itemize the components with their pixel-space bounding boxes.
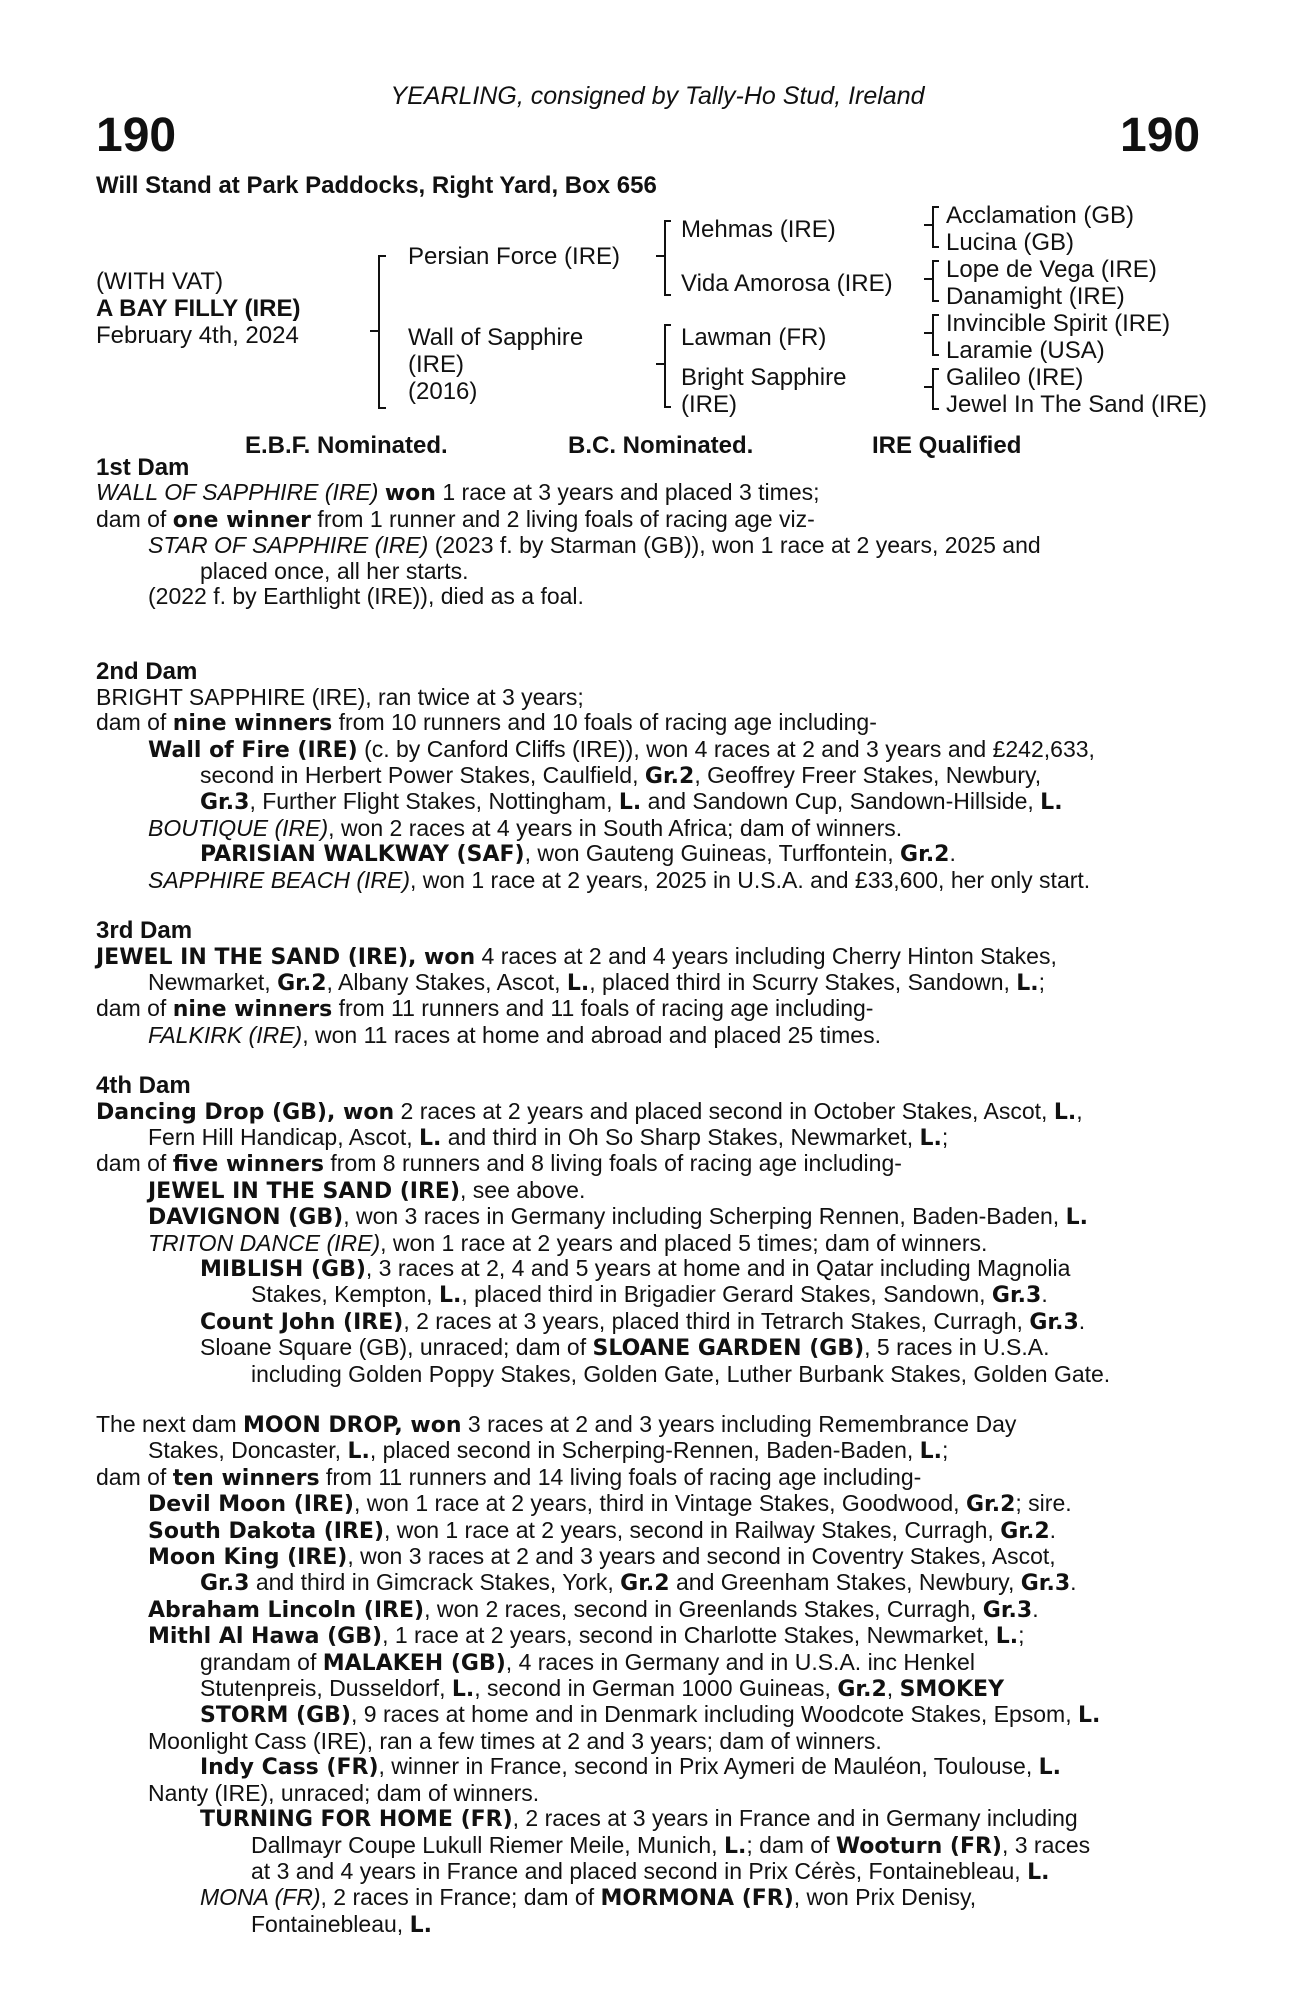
brace-g4-tip bbox=[924, 386, 932, 388]
next-dam-record: The next dam MOON DROP, won 3 races at 2 and 3 years including Remembrance Day bbox=[96, 1411, 1017, 1438]
next-dam-grandfoal-7a-cont2: at 3 and 4 years in France and placed second in Prix Cérès, Fontainebleau, L. bbox=[251, 1857, 1050, 1885]
fourth-dam-grandfoal-2: Count John (IRE), 2 races at 3 years, placed third in Tetrarch Stakes, Curragh, Gr.3. bbox=[200, 1307, 1086, 1335]
pedigree-g8: Jewel In The Sand (IRE) bbox=[946, 391, 1208, 418]
third-dam-record: JEWEL IN THE SAND (IRE), won 4 races at 2 and 4 years including Cherry Hinton Stakes, bbox=[96, 942, 1057, 970]
second-dam-foal-2: BOUTIQUE (IRE), won 2 races at 4 years in South Africa; dam of winners. bbox=[148, 814, 903, 841]
second-dam-foal-1-cont2: Gr.3, Further Flight Stakes, Nottingham, L. and Sandown Cup, Sandown-Hillside, L. bbox=[200, 788, 1063, 816]
next-dam-produce: dam of ten winners from 11 runners and 14 living foals of racing age including- bbox=[96, 1463, 922, 1491]
pedigree-notes bbox=[96, 455, 1206, 1938]
pedigree-g2: Lucina (GB) bbox=[946, 229, 1075, 256]
first-dam-heading: 1st Dam bbox=[96, 454, 190, 481]
first-dam-foal-1-cont: placed once, all her starts. bbox=[200, 557, 469, 584]
next-dam-foal-5-cont2: Stutenpreis, Dusseldorf, L., second in German 1000 Guineas, Gr.2, SMOKEY bbox=[200, 1675, 1005, 1703]
pedigree-sire: Persian Force (IRE) bbox=[408, 243, 621, 270]
first-dam-foal-1: STAR OF SAPPHIRE (IRE) (2023 f. by Starman (GB)), won 1 race at 2 years, 2025 and bbox=[148, 532, 1041, 559]
ebf-nomination: E.B.F. Nominated. bbox=[245, 432, 448, 459]
pedigree-sire-sire: Mehmas (IRE) bbox=[681, 216, 836, 243]
next-dam-grandfoal-7b: MONA (FR), 2 races in France; dam of MORMONA (FR), won Prix Denisy, bbox=[200, 1884, 977, 1912]
next-dam-foal-6: Moonlight Cass (IRE), ran a few times at 2 and 3 years; dam of winners. bbox=[148, 1727, 882, 1754]
pedigree-sire-dam: Vida Amorosa (IRE) bbox=[681, 270, 893, 297]
second-dam-heading: 2nd Dam bbox=[96, 658, 198, 686]
fourth-dam-heading: 4th Dam bbox=[96, 1072, 191, 1100]
brace-sire bbox=[664, 220, 671, 296]
fourth-dam-foal-3: TRITON DANCE (IRE), won 1 race at 2 years and placed 5 times; dam of winners. bbox=[148, 1229, 988, 1256]
pedigree-dam-sire: Lawman (FR) bbox=[681, 324, 827, 351]
brace-dam bbox=[664, 324, 671, 408]
pedigree-g1: Acclamation (GB) bbox=[946, 202, 1135, 229]
pedigree-g5: Invincible Spirit (IRE) bbox=[946, 310, 1171, 337]
third-dam-record-cont: Newmarket, Gr.2, Albany Stakes, Ascot, L., placed third in Scurry Stakes, Sandown, L.; bbox=[148, 968, 1046, 996]
second-dam-grandfoal-1: PARISIAN WALKWAY (SAF), won Gauteng Guineas, Turffontein, Gr.2. bbox=[200, 840, 956, 868]
pedigree-g7: Galileo (IRE) bbox=[946, 364, 1084, 391]
next-dam-foal-4: Abraham Lincoln (IRE), won 2 races, second in Greenlands Stakes, Curragh, Gr.3. bbox=[148, 1595, 1039, 1623]
fourth-dam-grandfoal-1: MIBLISH (GB), 3 races at 2, 4 and 5 years at home and in Qatar including Magnolia bbox=[200, 1254, 1071, 1282]
fourth-dam-foal-2: DAVIGNON (GB), won 3 races in Germany including Scherping Rennen, Baden-Baden, L. bbox=[148, 1203, 1088, 1231]
second-dam-produce: dam of nine winners from 10 runners and 10 foals of racing age including- bbox=[96, 709, 877, 737]
brace-parents-tip bbox=[370, 330, 378, 332]
next-dam-grandfoal-6: Indy Cass (FR), winner in France, second in Prix Aymeri de Mauléon, Toulouse, L. bbox=[200, 1753, 1062, 1781]
pedigree-g3: Lope de Vega (IRE) bbox=[946, 256, 1157, 283]
first-dam-won: won bbox=[384, 481, 436, 507]
consignment-line: YEARLING, consigned by Tally-Ho Stud, Ireland bbox=[390, 82, 925, 110]
vat-note: (WITH VAT) bbox=[96, 268, 224, 295]
pedigree-dam-3: (2016) bbox=[408, 378, 478, 405]
next-dam-grandfoal-7b-cont: Fontainebleau, L. bbox=[251, 1910, 432, 1938]
third-dam-foal-1: FALKIRK (IRE), won 11 races at home and abroad and placed 25 times. bbox=[148, 1021, 881, 1048]
pedigree-dam-dam-2: (IRE) bbox=[681, 391, 737, 418]
first-dam-name: WALL OF SAPPHIRE (IRE) bbox=[96, 479, 379, 506]
fourth-dam-foal-1: JEWEL IN THE SAND (IRE), see above. bbox=[148, 1176, 586, 1204]
pedigree-dam-2: (IRE) bbox=[408, 351, 464, 378]
lot-title: A BAY FILLY (IRE) bbox=[96, 295, 301, 322]
brace-g3 bbox=[932, 314, 939, 356]
brace-g1 bbox=[932, 206, 939, 248]
second-dam-foal-3: SAPPHIRE BEACH (IRE), won 1 race at 2 years, 2025 in U.S.A. and £33,600, her only start. bbox=[148, 866, 1091, 893]
next-dam-foal-5-cont: grandam of MALAKEH (GB), 4 races in Germany and in U.S.A. inc Henkel bbox=[200, 1648, 975, 1676]
brace-g2 bbox=[932, 260, 939, 302]
second-dam-foal-1-cont: second in Herbert Power Stakes, Caulfield, Gr.2, Geoffrey Freer Stakes, Newbury, bbox=[200, 762, 1042, 790]
next-dam-foal-1: Devil Moon (IRE), won 1 race at 2 years, third in Vintage Stakes, Goodwood, Gr.2; sire. bbox=[148, 1490, 1072, 1518]
next-dam-record-cont: Stakes, Doncaster, L., placed second in Scherping-Rennen, Baden-Baden, L.; bbox=[148, 1437, 949, 1465]
next-dam-foal-3-cont: Gr.3 and third in Gimcrack Stakes, York, Gr.2 and Greenham Stakes, Newbury, Gr.3. bbox=[200, 1569, 1077, 1597]
foaling-date: February 4th, 2024 bbox=[96, 322, 299, 349]
lot-number-right: 190 bbox=[1120, 109, 1201, 162]
brace-g1-tip bbox=[924, 224, 932, 226]
pedigree-g6: Laramie (USA) bbox=[946, 337, 1105, 364]
second-dam-foal-1: Wall of Fire (IRE) (c. by Canford Cliffs (IRE)), won 4 races at 2 and 3 years and £242,633, bbox=[148, 735, 1095, 763]
brace-sire-tip bbox=[656, 255, 664, 257]
fourth-dam-grandfoal-3-cont: including Golden Poppy Stakes, Golden Gate, Luther Burbank Stakes, Golden Gate. bbox=[251, 1360, 1111, 1387]
fourth-dam-record: Dancing Drop (GB), won 2 races at 2 years and placed second in October Stakes, Ascot, L., bbox=[96, 1097, 1083, 1125]
first-dam-produce: dam of one winner from 1 runner and 2 living foals of racing age viz- bbox=[96, 505, 815, 533]
brace-dam-tip bbox=[656, 363, 664, 365]
first-dam-foal-2: (2022 f. by Earthlight (IRE)), died as a foal. bbox=[148, 583, 584, 610]
first-dam-rec: 1 race at 3 years and placed 3 times; bbox=[435, 479, 820, 506]
next-dam-foal-3: Moon King (IRE), won 3 races at 2 and 3 years and second in Coventry Stakes, Ascot, bbox=[148, 1543, 1056, 1571]
third-dam-heading: 3rd Dam bbox=[96, 917, 193, 945]
brace-parents bbox=[378, 255, 386, 409]
pedigree-dam-dam-1: Bright Sapphire bbox=[681, 364, 847, 391]
next-dam-grandfoal-7a-cont: Dallmayr Coupe Lukull Riemer Meile, Munich, L.; dam of Wooturn (FR), 3 races bbox=[251, 1831, 1091, 1859]
first-dam-record bbox=[96, 480, 1206, 506]
pedigree-dam-1: Wall of Sapphire bbox=[408, 324, 584, 351]
stand-location: Will Stand at Park Paddocks, Right Yard, Box 656 bbox=[96, 172, 657, 199]
fourth-dam-record-cont: Fern Hill Handicap, Ascot, L. and third in Oh So Sharp Stakes, Newmarket, L.; bbox=[148, 1123, 949, 1151]
brace-g2-tip bbox=[924, 278, 932, 280]
next-dam-foal-5-cont3: STORM (GB), 9 races at home and in Denmark including Woodcote Stakes, Epsom, L. bbox=[200, 1701, 1101, 1729]
ire-qualification: IRE Qualified bbox=[872, 432, 1022, 459]
third-dam-produce: dam of nine winners from 11 runners and 11 foals of racing age including- bbox=[96, 995, 874, 1023]
lot-number-left: 190 bbox=[96, 109, 177, 162]
second-dam-record: BRIGHT SAPPHIRE (IRE), ran twice at 3 years; bbox=[96, 683, 584, 710]
brace-g3-tip bbox=[924, 332, 932, 334]
next-dam-foal-7: Nanty (IRE), unraced; dam of winners. bbox=[148, 1779, 540, 1806]
next-dam-foal-2: South Dakota (IRE), won 1 race at 2 years, second in Railway Stakes, Curragh, Gr.2. bbox=[148, 1516, 1057, 1544]
fourth-dam-grandfoal-3: Sloane Square (GB), unraced; dam of SLOANE GARDEN (GB), 5 races in U.S.A. bbox=[200, 1334, 1050, 1362]
fourth-dam-grandfoal-1-cont: Stakes, Kempton, L., placed third in Brigadier Gerard Stakes, Sandown, Gr.3. bbox=[251, 1281, 1048, 1309]
next-dam-grandfoal-7a: TURNING FOR HOME (FR), 2 races at 3 years in France and in Germany including bbox=[200, 1805, 1078, 1833]
fourth-dam-produce: dam of five winners from 8 runners and 8 living foals of racing age including- bbox=[96, 1150, 902, 1178]
brace-g4 bbox=[932, 368, 939, 410]
next-dam-foal-5: Mithl Al Hawa (GB), 1 race at 2 years, second in Charlotte Stakes, Newmarket, L.; bbox=[148, 1622, 1025, 1650]
bc-nomination: B.C. Nominated. bbox=[568, 432, 754, 459]
pedigree-g4: Danamight (IRE) bbox=[946, 283, 1125, 310]
